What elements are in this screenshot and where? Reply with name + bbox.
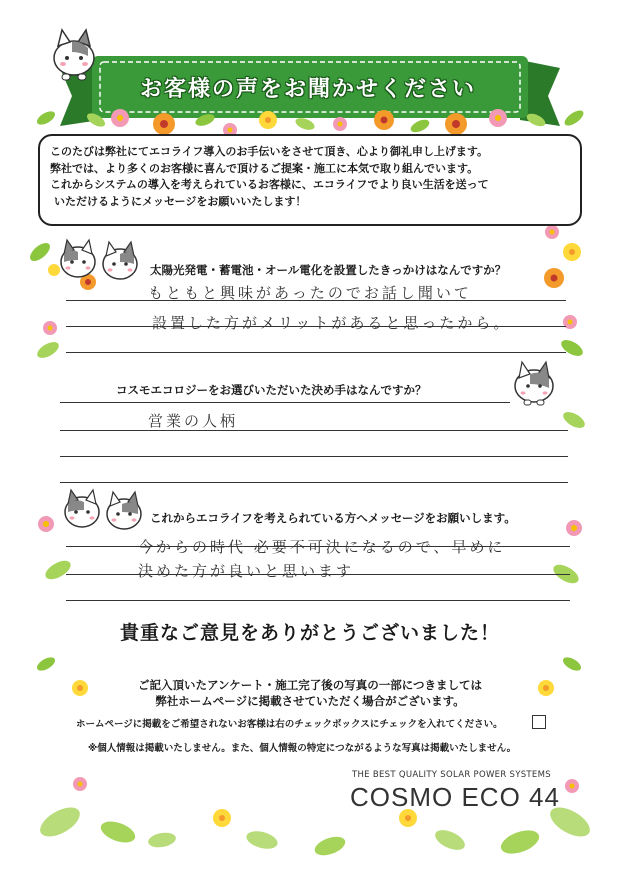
cats-icon (65, 490, 141, 529)
checkbox-label: ホームページに掲載をご希望されないお客様は右のチェックボックスにチェックを入れてください。 (76, 719, 503, 730)
no-publish-checkbox[interactable] (532, 715, 546, 729)
answer-line (60, 430, 568, 431)
brand-logo: COSMO ECO 44 (350, 782, 560, 812)
question-3: これからエコライフを考えられている方へメッセージをお願いします。 (150, 511, 516, 525)
cat-icon (515, 362, 553, 405)
intro-line: このたびは弊社にてエコライフ導入のお手伝いをさせて頂き、心より御礼申し上げます。 (50, 145, 489, 158)
privacy-note: ※個人情報は掲載いたしません。また、個人情報の特定につながるような写真は掲載いたしません。 (88, 743, 517, 754)
answer-1-text: もともと興味があったのでお話し聞いて (148, 284, 472, 302)
thanks-message: 貴重なご意見をありがとうございました！ (119, 622, 500, 644)
answer-line (66, 600, 570, 601)
answer-3-text: 決めた方が良いと思います (138, 562, 355, 580)
page-title: お客様の声をお聞かせください (139, 77, 476, 102)
answer-line (60, 456, 568, 457)
answer-2-text: 営業の人柄 (148, 412, 239, 430)
intro-line: これからシステムの導入を考えられているお客様に、エコライフでより良い生活を送って (50, 178, 489, 191)
cats-icon (61, 240, 137, 279)
question-2: コスモエコロジーをお選びいただいた決め手はなんですか？ (116, 383, 427, 397)
notice-line: 弊社ホームページに掲載させていただく場合がございます。 (155, 694, 465, 708)
answer-3-text: 今からの時代 必要不可決になるので、早めに (138, 538, 506, 556)
answer-1-text: 設置した方がメリットがあると思ったから。 (152, 314, 512, 332)
notice-line: ご記入頂いたアンケート・施工完了後の写真の一部につきましては (137, 678, 483, 692)
intro-line: 弊社では、より多くのお客様に喜んで頂けるご提案・施工に本気で取り組んでいます。 (50, 161, 479, 175)
brand-tagline: THE BEST QUALITY SOLAR POWER SYSTEMS (352, 770, 551, 780)
intro-message-box (38, 134, 582, 226)
answer-line (66, 352, 566, 353)
answer-line (60, 402, 510, 403)
question-1: 太陽光発電・蓄電池・オール電化を設置したきっかけはなんですか？ (150, 263, 507, 277)
intro-line: いただけるようにメッセージをお願いいたします！ (54, 194, 307, 208)
answer-line (60, 482, 568, 483)
